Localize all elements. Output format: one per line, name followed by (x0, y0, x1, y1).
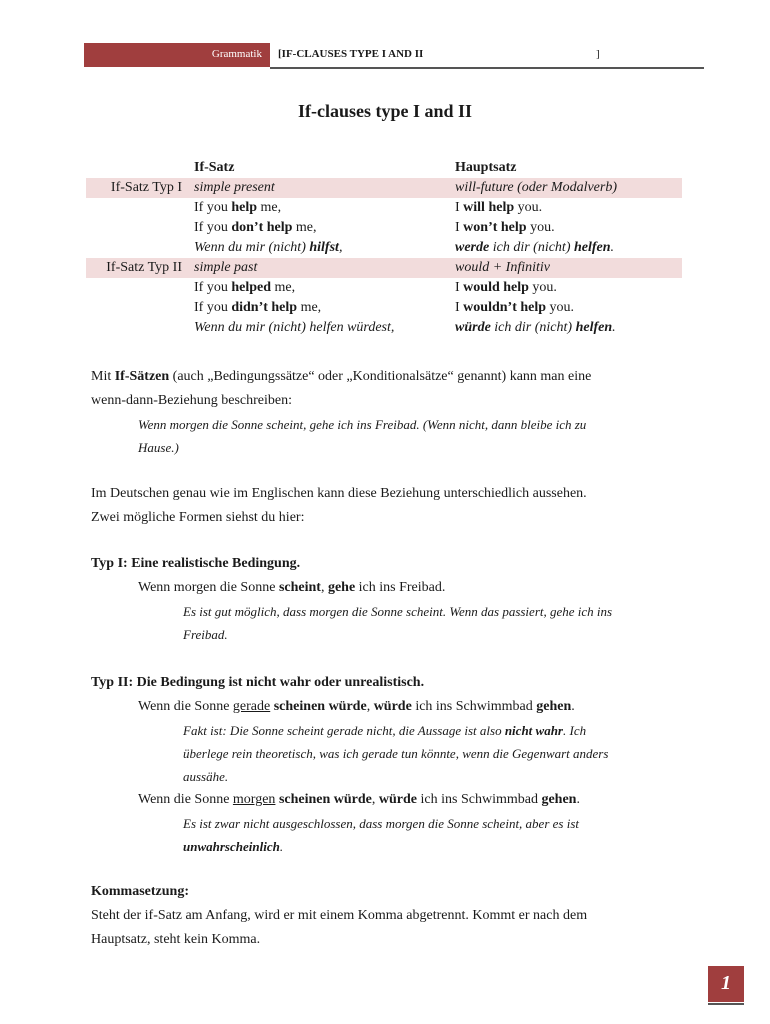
row-label-typ2: If-Satz Typ II (86, 258, 190, 278)
grammar-table (86, 158, 682, 338)
table-row: Wenn du mir (nicht) helfen würdest, würde ich dir (nicht) helfen. (194, 320, 616, 335)
table-row: If you help me, I will help you. (194, 200, 543, 215)
table-row: Wenn du mir (nicht) hilfst, werde ich dir (nicht) helfen. (194, 240, 615, 255)
header-rule (270, 67, 704, 69)
comparison-paragraph: Im Deutschen genau wie im Englischen kann diese Beziehung unterschiedlich aussehen. Zwei mögliche Formen siehst du hier: (91, 486, 587, 525)
table-row: If you don’t help me, I won’t help you. (194, 220, 555, 235)
table-row: If-Satz Typ I simple present will-future (oder Modalverb) (86, 178, 682, 198)
row-label-typ1: If-Satz Typ I (86, 178, 190, 198)
typ2-section: Typ II: Die Bedingung ist nicht wahr oder unrealistisch. Wenn die Sonne gerade scheinen würde, würde ich ins Schwimmbad gehen. Fakt ist: Die Sonne scheint gerade nicht, die Aussage ist also nicht wahr. Ich überlege rein theoretisch, was ich gerade tun könnte, wenn die Gegenwart anders aussähe. Wenn die Sonne morgen scheinen würde, würde ich ins Schwimmbad gehen. Es ist zwar nicht ausgeschlossen, dass morgen die Sonne scheint, aber es ist unwahrscheinlich. (91, 675, 609, 854)
komma-heading: Kommasetzung: (91, 884, 189, 899)
page-number: 1 (708, 966, 744, 1002)
intro-paragraph: Mit If-Sätzen (auch „Bedingungssätze“ oder „Konditionalsätze“ genannt) kann man eine wenn-dann-Beziehung beschreiben: Wenn morgen die Sonne scheint, gehe ich ins Freibad. (Wenn nicht, dann bleibe ich zu Hause.) (91, 365, 681, 459)
intro-example: Wenn morgen die Sonne scheint, gehe ich ins Freibad. (Wenn nicht, dann bleibe ich zu Hause.) (138, 417, 587, 455)
table-row: If you didn’t help me, I wouldn’t help you. (194, 300, 575, 315)
table-row: If you helped me, I would help you. (194, 280, 557, 295)
table-row: If-Satz Typ II simple past would + Infinitiv (86, 258, 682, 278)
typ1-section: Typ I: Eine realistische Bedingung. Wenn morgen die Sonne scheint, gehe ich ins Freibad. Es ist gut möglich, dass morgen die Sonne scheint. Wenn das passiert, gehe ich ins Freibad. (91, 556, 613, 642)
page-number-rule (708, 1003, 744, 1005)
header-section-tab (84, 43, 270, 67)
typ2-heading: Typ II: Die Bedingung ist nicht wahr oder unrealistisch. (91, 675, 425, 690)
col-hauptsatz: Hauptsatz (455, 160, 517, 175)
page-header (84, 43, 704, 67)
komma-section: Kommasetzung: Steht der if-Satz am Anfang, wird er mit einem Komma abgetrennt. Kommt er nach dem Hauptsatz, steht kein Komma. (91, 884, 588, 947)
page-title: If-clauses type I and II (297, 101, 473, 121)
typ1-heading: Typ I: Eine realistische Bedingung. (91, 556, 301, 571)
header-bracket: ] (596, 48, 600, 60)
header-title: [IF-CLAUSES TYPE I AND II (278, 48, 424, 60)
col-if-satz: If-Satz (194, 160, 235, 175)
header-section-label: Grammatik (211, 48, 262, 60)
table-header-row (86, 158, 682, 178)
